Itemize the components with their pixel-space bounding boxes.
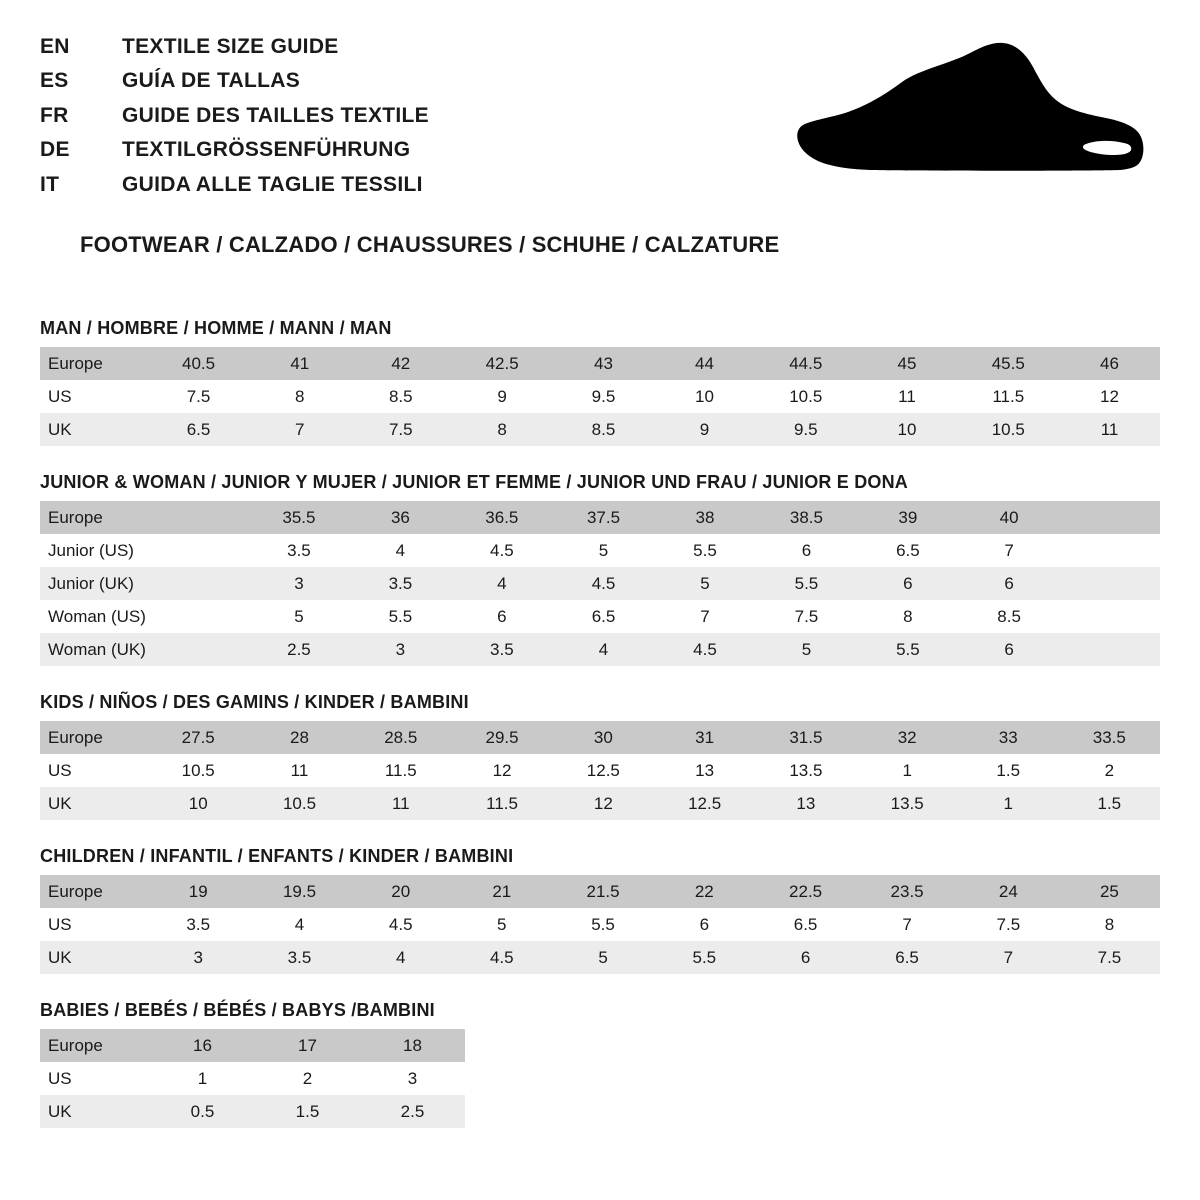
language-title-fr: GUIDE DES TAILLES TEXTILE: [122, 103, 429, 127]
row-label: US: [40, 1062, 150, 1095]
cell: 6: [654, 908, 755, 941]
cell: 44.5: [755, 347, 857, 380]
cell: 24: [958, 875, 1059, 908]
cell: 5: [654, 567, 755, 600]
cell: 1.5: [255, 1095, 360, 1128]
cell: 1: [857, 754, 958, 787]
cell: 45.5: [957, 347, 1059, 380]
cell: 9.5: [553, 380, 654, 413]
cell: 3.5: [451, 633, 553, 666]
cell: 7.5: [958, 908, 1059, 941]
language-row-it: [40, 168, 429, 202]
size-table-children: [40, 875, 1160, 974]
cell: 7: [959, 534, 1060, 567]
cell: 8.5: [553, 413, 654, 446]
cell: 2.5: [248, 633, 350, 666]
row-label: Europe: [40, 875, 148, 908]
document-header: [0, 0, 1200, 258]
cell: 6: [451, 600, 553, 633]
row-label: US: [40, 754, 148, 787]
cell: 5.5: [857, 633, 958, 666]
cell: 11.5: [350, 754, 451, 787]
table-row: [40, 875, 1160, 908]
cell: 16: [150, 1029, 255, 1062]
cell: 5: [248, 600, 350, 633]
cell: 4.5: [451, 534, 553, 567]
language-code-es: ES: [40, 69, 69, 93]
table-row: [40, 380, 1160, 413]
cell: 7.5: [1059, 941, 1160, 974]
cell: 36: [350, 501, 451, 534]
cell: 3.5: [350, 567, 451, 600]
cell: 11: [857, 380, 958, 413]
cell: 20: [350, 875, 451, 908]
table-row: [40, 941, 1160, 974]
cell: 6: [959, 567, 1060, 600]
table-row: [40, 600, 1160, 633]
cell: 23.5: [856, 875, 958, 908]
cell: [1060, 633, 1160, 666]
row-label: Europe: [40, 721, 148, 754]
cell: 21: [451, 875, 552, 908]
cell: [148, 633, 248, 666]
cell: [148, 567, 248, 600]
cell: 3.5: [249, 941, 351, 974]
table-row: [40, 567, 1160, 600]
row-label: Europe: [40, 501, 148, 534]
cell: [1060, 501, 1160, 534]
cell: 4: [350, 941, 451, 974]
row-label: UK: [40, 413, 148, 446]
cell: 22: [654, 875, 755, 908]
cell: 13: [654, 754, 755, 787]
cell: 5: [451, 908, 552, 941]
cell: 6.5: [148, 413, 250, 446]
size-table-man: [40, 347, 1160, 446]
section-junior-woman: [40, 472, 1160, 666]
cell: 11: [1059, 413, 1160, 446]
dress-shoe-icon: [790, 40, 1145, 180]
cell: [1060, 534, 1160, 567]
cell: 6.5: [755, 908, 857, 941]
cell: 42: [350, 347, 451, 380]
table-row: [40, 1029, 465, 1062]
cell: 18: [360, 1029, 465, 1062]
cell: 2: [1059, 754, 1160, 787]
cell: 6: [755, 941, 857, 974]
cell: [1060, 600, 1160, 633]
cell: 6.5: [856, 941, 958, 974]
cell: 21.5: [552, 875, 654, 908]
language-code-it: IT: [40, 172, 60, 196]
section-children: [40, 846, 1160, 974]
cell: 7: [249, 413, 350, 446]
table-row: [40, 721, 1160, 754]
row-label: US: [40, 380, 148, 413]
cell: 3: [148, 941, 249, 974]
cell: 4: [350, 534, 451, 567]
cell: 19.5: [249, 875, 351, 908]
cell: 4.5: [451, 941, 552, 974]
table-row: [40, 347, 1160, 380]
cell: 29.5: [451, 721, 552, 754]
cell: [1060, 567, 1160, 600]
cell: 3.5: [248, 534, 350, 567]
cell: 13.5: [857, 787, 958, 820]
language-title-es: GUÍA DE TALLAS: [122, 69, 301, 93]
cell: 4.5: [654, 633, 755, 666]
cell: 3: [248, 567, 350, 600]
cell: 7.5: [148, 380, 250, 413]
cell: 28: [249, 721, 350, 754]
cell: 25: [1059, 875, 1160, 908]
language-title-en: TEXTILE SIZE GUIDE: [122, 35, 339, 58]
cell: 11.5: [451, 787, 552, 820]
language-title-de: TEXTILGRÖSSENFÜHRUNG: [122, 138, 411, 162]
cell: 6: [756, 534, 858, 567]
size-table-babies: [40, 1029, 465, 1128]
cell: 10.5: [249, 787, 350, 820]
cell: 4: [249, 908, 351, 941]
cell: 5: [756, 633, 858, 666]
table-row: [40, 754, 1160, 787]
size-sections: [0, 318, 1200, 1128]
cell: 11.5: [957, 380, 1059, 413]
language-row-es: [40, 64, 429, 98]
row-label: Europe: [40, 1029, 150, 1062]
cell: 33: [958, 721, 1059, 754]
cell: 10.5: [148, 754, 249, 787]
cell: 8: [857, 600, 958, 633]
cell: 7: [654, 600, 755, 633]
cell: 5.5: [552, 908, 654, 941]
cell: 19: [148, 875, 249, 908]
section-title-babies: BABIES / BEBÉS / BÉBÉS / BABYS /BAMBINI: [40, 1000, 435, 1021]
cell: 6: [959, 633, 1060, 666]
language-code-fr: FR: [40, 103, 69, 127]
cell: 7: [958, 941, 1059, 974]
cell: 33.5: [1059, 721, 1160, 754]
cell: 10: [654, 380, 755, 413]
cell: 8.5: [959, 600, 1060, 633]
cell: 32: [857, 721, 958, 754]
table-row: [40, 787, 1160, 820]
cell: 4.5: [350, 908, 451, 941]
cell: 43: [553, 347, 654, 380]
row-label: Woman (UK): [40, 633, 148, 666]
cell: 12: [451, 754, 552, 787]
table-row: [40, 1095, 465, 1128]
category-heading: FOOTWEAR / CALZADO / CHAUSSURES / SCHUHE / CALZATURE: [80, 232, 780, 258]
cell: 3: [360, 1062, 465, 1095]
row-label: Woman (US): [40, 600, 148, 633]
cell: 42.5: [451, 347, 553, 380]
section-title-children: CHILDREN / INFANTIL / ENFANTS / KINDER / BAMBINI: [40, 846, 514, 867]
section-title-junior-woman: JUNIOR & WOMAN / JUNIOR Y MUJER / JUNIOR ET FEMME / JUNIOR UND FRAU / JUNIOR E DONA: [40, 472, 909, 493]
section-babies: [40, 1000, 1160, 1128]
cell: [148, 501, 248, 534]
language-row-de: [40, 133, 429, 167]
cell: 38.5: [756, 501, 858, 534]
table-row: [40, 1062, 465, 1095]
cell: 9: [451, 380, 553, 413]
cell: 40: [959, 501, 1060, 534]
cell: 3.5: [148, 908, 249, 941]
cell: 3: [350, 633, 451, 666]
section-title-kids: KIDS / NIÑOS / DES GAMINS / KINDER / BAMBINI: [40, 692, 469, 713]
table-row: [40, 633, 1160, 666]
table-row: [40, 908, 1160, 941]
section-kids: [40, 692, 1160, 820]
cell: 8: [1059, 908, 1160, 941]
cell: 10.5: [957, 413, 1059, 446]
cell: 5: [553, 534, 655, 567]
cell: 22.5: [755, 875, 857, 908]
cell: 4: [451, 567, 553, 600]
cell: 7.5: [756, 600, 858, 633]
cell: 12.5: [553, 754, 654, 787]
row-label: UK: [40, 787, 148, 820]
language-title-it: GUIDA ALLE TAGLIE TESSILI: [122, 172, 423, 196]
cell: 12: [553, 787, 654, 820]
cell: 12.5: [654, 787, 755, 820]
cell: 5.5: [654, 941, 755, 974]
cell: 46: [1059, 347, 1160, 380]
cell: 13: [755, 787, 856, 820]
size-table-junior-woman: [40, 501, 1160, 666]
language-row-en: [40, 30, 429, 64]
cell: 9.5: [755, 413, 857, 446]
cell: 28.5: [350, 721, 451, 754]
cell: 6: [857, 567, 958, 600]
cell: 10: [148, 787, 249, 820]
cell: 6.5: [857, 534, 958, 567]
cell: 13.5: [755, 754, 856, 787]
cell: 38: [654, 501, 755, 534]
row-label: UK: [40, 941, 148, 974]
cell: 27.5: [148, 721, 249, 754]
cell: 39: [857, 501, 958, 534]
cell: 41: [249, 347, 350, 380]
table-row: [40, 413, 1160, 446]
section-man: [40, 318, 1160, 446]
row-label: US: [40, 908, 148, 941]
row-label: Junior (US): [40, 534, 148, 567]
cell: 7.5: [350, 413, 451, 446]
cell: 8: [249, 380, 350, 413]
cell: 4.5: [553, 567, 655, 600]
language-title-body: [40, 30, 429, 202]
cell: 45: [857, 347, 958, 380]
cell: 37.5: [553, 501, 655, 534]
section-title-man: MAN / HOMBRE / HOMME / MANN / MAN: [40, 318, 392, 339]
row-label: UK: [40, 1095, 150, 1128]
cell: 8.5: [350, 380, 451, 413]
row-label: Europe: [40, 347, 148, 380]
cell: 40.5: [148, 347, 250, 380]
cell: 2.5: [360, 1095, 465, 1128]
table-row: [40, 501, 1160, 534]
cell: 4: [553, 633, 655, 666]
cell: 9: [654, 413, 755, 446]
cell: 5.5: [350, 600, 451, 633]
language-title-list: [40, 30, 429, 202]
cell: 31: [654, 721, 755, 754]
cell: 5.5: [654, 534, 755, 567]
cell: 7: [856, 908, 958, 941]
table-row: [40, 534, 1160, 567]
size-table-kids: [40, 721, 1160, 820]
cell: 11: [350, 787, 451, 820]
cell: 1: [958, 787, 1059, 820]
cell: 31.5: [755, 721, 856, 754]
language-row-fr: [40, 99, 429, 133]
cell: [148, 534, 248, 567]
cell: 1.5: [1059, 787, 1160, 820]
cell: 5.5: [756, 567, 858, 600]
cell: 0.5: [150, 1095, 255, 1128]
cell: 35.5: [248, 501, 350, 534]
language-code-de: DE: [40, 138, 70, 162]
cell: 10.5: [755, 380, 857, 413]
cell: 5: [552, 941, 654, 974]
cell: 11: [249, 754, 350, 787]
row-label: Junior (UK): [40, 567, 148, 600]
cell: 36.5: [451, 501, 553, 534]
cell: 8: [451, 413, 553, 446]
cell: 1.5: [958, 754, 1059, 787]
cell: [148, 600, 248, 633]
cell: 12: [1059, 380, 1160, 413]
cell: 10: [857, 413, 958, 446]
language-code-en: EN: [40, 35, 70, 58]
cell: 30: [553, 721, 654, 754]
cell: 2: [255, 1062, 360, 1095]
cell: 6.5: [553, 600, 655, 633]
cell: 44: [654, 347, 755, 380]
cell: 17: [255, 1029, 360, 1062]
cell: 1: [150, 1062, 255, 1095]
